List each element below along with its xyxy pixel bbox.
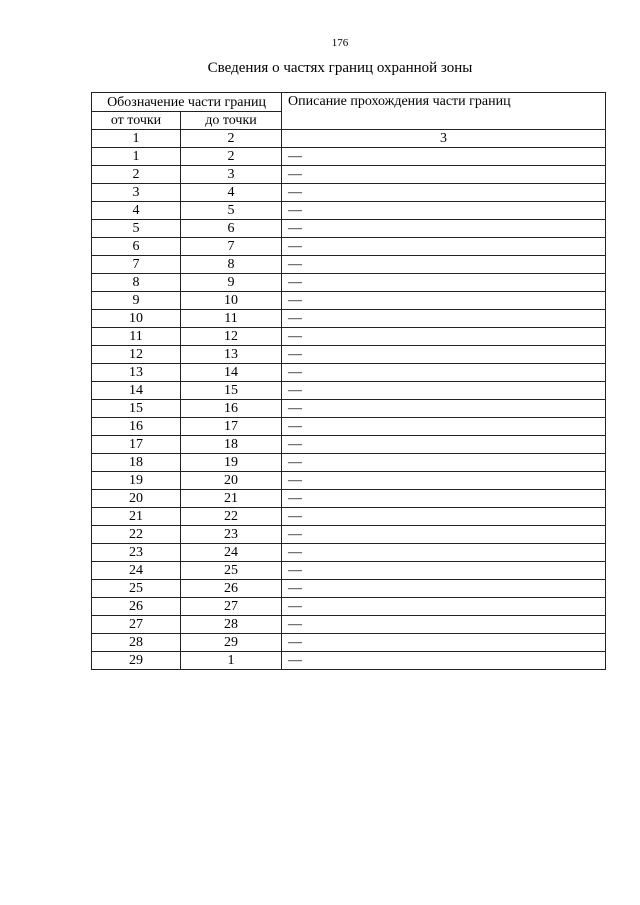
from-point-cell: 25 — [92, 580, 181, 598]
from-point-cell: 28 — [92, 634, 181, 652]
from-point-cell: 19 — [92, 472, 181, 490]
table-row — [92, 364, 606, 382]
description-cell: — — [282, 238, 606, 256]
from-point-cell: 20 — [92, 490, 181, 508]
description-cell: — — [282, 616, 606, 634]
boundary-parts-table — [91, 92, 606, 670]
table-row — [92, 634, 606, 652]
to-point-cell: 5 — [181, 202, 282, 220]
from-point-cell: 1 — [92, 148, 181, 166]
to-point-cell: 25 — [181, 562, 282, 580]
column-index-row — [92, 130, 606, 148]
description-cell: — — [282, 652, 606, 670]
from-point-cell: 10 — [92, 310, 181, 328]
description-cell: — — [282, 364, 606, 382]
table-row — [92, 652, 606, 670]
description-cell: — — [282, 166, 606, 184]
table-row — [92, 580, 606, 598]
column-index-3: 3 — [282, 130, 606, 148]
table-row — [92, 598, 606, 616]
from-point-cell: 6 — [92, 238, 181, 256]
table-header-row — [92, 93, 606, 112]
table-row — [92, 508, 606, 526]
to-point-cell: 15 — [181, 382, 282, 400]
from-point-cell: 11 — [92, 328, 181, 346]
to-point-cell: 8 — [181, 256, 282, 274]
table-row — [92, 490, 606, 508]
description-cell: — — [282, 472, 606, 490]
description-cell: — — [282, 292, 606, 310]
subheader-to-point: до точки — [181, 112, 282, 130]
description-cell: — — [282, 274, 606, 292]
description-cell: — — [282, 202, 606, 220]
to-point-cell: 11 — [181, 310, 282, 328]
document-title: Сведения о частях границ охранной зоны — [207, 60, 473, 76]
description-cell: — — [282, 544, 606, 562]
page-number: 176 — [331, 37, 349, 49]
table-row — [92, 562, 606, 580]
description-cell: — — [282, 598, 606, 616]
table-row — [92, 202, 606, 220]
table-row — [92, 310, 606, 328]
to-point-cell: 10 — [181, 292, 282, 310]
to-point-cell: 27 — [181, 598, 282, 616]
to-point-cell: 4 — [181, 184, 282, 202]
from-point-cell: 2 — [92, 166, 181, 184]
from-point-cell: 7 — [92, 256, 181, 274]
from-point-cell: 29 — [92, 652, 181, 670]
from-point-cell: 18 — [92, 454, 181, 472]
to-point-cell: 16 — [181, 400, 282, 418]
table-row — [92, 148, 606, 166]
description-cell: — — [282, 346, 606, 364]
description-cell: — — [282, 490, 606, 508]
table-row — [92, 292, 606, 310]
from-point-cell: 23 — [92, 544, 181, 562]
column-index-1: 1 — [92, 130, 181, 148]
to-point-cell: 19 — [181, 454, 282, 472]
from-point-cell: 14 — [92, 382, 181, 400]
description-cell: — — [282, 562, 606, 580]
from-point-cell: 15 — [92, 400, 181, 418]
from-point-cell: 12 — [92, 346, 181, 364]
table-row — [92, 526, 606, 544]
from-point-cell: 3 — [92, 184, 181, 202]
table-row — [92, 436, 606, 454]
to-point-cell: 7 — [181, 238, 282, 256]
column-index-2: 2 — [181, 130, 282, 148]
description-cell: — — [282, 526, 606, 544]
table-row — [92, 544, 606, 562]
to-point-cell: 20 — [181, 472, 282, 490]
to-point-cell: 13 — [181, 346, 282, 364]
from-point-cell: 22 — [92, 526, 181, 544]
to-point-cell: 23 — [181, 526, 282, 544]
table-row — [92, 454, 606, 472]
description-cell: — — [282, 634, 606, 652]
table-row — [92, 346, 606, 364]
table-row — [92, 166, 606, 184]
to-point-cell: 17 — [181, 418, 282, 436]
to-point-cell: 18 — [181, 436, 282, 454]
description-cell: — — [282, 220, 606, 238]
to-point-cell: 29 — [181, 634, 282, 652]
table-row — [92, 184, 606, 202]
table-row — [92, 328, 606, 346]
header-boundary-description: Описание прохождения части границ — [282, 93, 606, 130]
table-row — [92, 472, 606, 490]
to-point-cell: 26 — [181, 580, 282, 598]
table-row — [92, 238, 606, 256]
table-body — [92, 148, 606, 670]
to-point-cell: 24 — [181, 544, 282, 562]
to-point-cell: 28 — [181, 616, 282, 634]
table-row — [92, 418, 606, 436]
table-row — [92, 220, 606, 238]
table-row — [92, 400, 606, 418]
to-point-cell: 1 — [181, 652, 282, 670]
subheader-from-point: от точки — [92, 112, 181, 130]
to-point-cell: 21 — [181, 490, 282, 508]
to-point-cell: 9 — [181, 274, 282, 292]
description-cell: — — [282, 256, 606, 274]
from-point-cell: 24 — [92, 562, 181, 580]
description-cell: — — [282, 400, 606, 418]
description-cell: — — [282, 148, 606, 166]
description-cell: — — [282, 436, 606, 454]
to-point-cell: 22 — [181, 508, 282, 526]
description-cell: — — [282, 328, 606, 346]
to-point-cell: 14 — [181, 364, 282, 382]
to-point-cell: 12 — [181, 328, 282, 346]
description-cell: — — [282, 184, 606, 202]
from-point-cell: 8 — [92, 274, 181, 292]
description-cell: — — [282, 580, 606, 598]
description-cell: — — [282, 310, 606, 328]
description-cell: — — [282, 418, 606, 436]
to-point-cell: 3 — [181, 166, 282, 184]
from-point-cell: 13 — [92, 364, 181, 382]
to-point-cell: 6 — [181, 220, 282, 238]
from-point-cell: 17 — [92, 436, 181, 454]
table-row — [92, 616, 606, 634]
table-row — [92, 382, 606, 400]
header-boundary-designation: Обозначение части границ — [92, 93, 282, 112]
description-cell: — — [282, 382, 606, 400]
description-cell: — — [282, 454, 606, 472]
from-point-cell: 16 — [92, 418, 181, 436]
from-point-cell: 21 — [92, 508, 181, 526]
to-point-cell: 2 — [181, 148, 282, 166]
table-row — [92, 256, 606, 274]
table-row — [92, 274, 606, 292]
from-point-cell: 9 — [92, 292, 181, 310]
description-cell: — — [282, 508, 606, 526]
from-point-cell: 27 — [92, 616, 181, 634]
from-point-cell: 26 — [92, 598, 181, 616]
from-point-cell: 5 — [92, 220, 181, 238]
from-point-cell: 4 — [92, 202, 181, 220]
